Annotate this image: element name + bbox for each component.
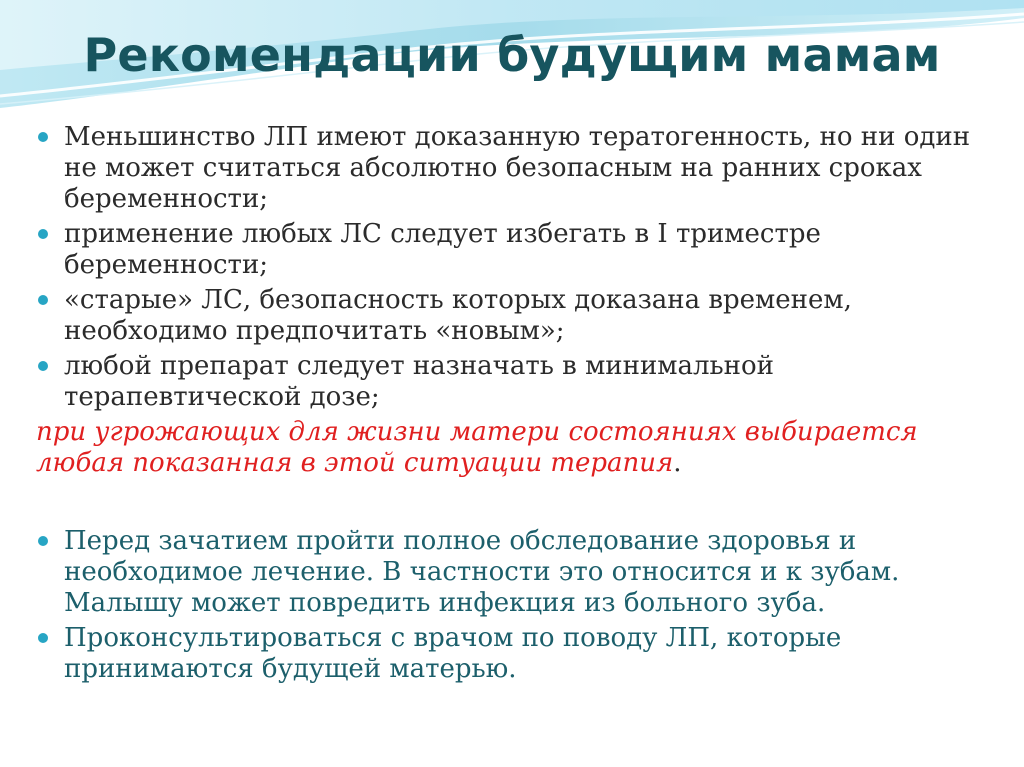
warning-period: .	[673, 448, 682, 478]
bullet-marker-icon	[38, 229, 48, 239]
list-item-text: любой препарат следует назначать в минимальной терапевтической дозе;	[64, 351, 774, 412]
bullet-marker-icon	[38, 361, 48, 371]
list-item-text: применение любых ЛС следует избегать в I триместре беременности;	[64, 219, 821, 280]
warning-note	[36, 417, 981, 479]
bullet-marker-icon	[38, 633, 48, 643]
list-item	[36, 623, 981, 685]
list-item	[36, 122, 981, 215]
recommendations-list	[36, 122, 981, 413]
bullet-marker-icon	[38, 132, 48, 142]
list-item-text: Меньшинство ЛП имеют доказанную тератогенность, но ни один не может считаться абсолютно безопасным на ранних сроках беременности;	[64, 122, 971, 214]
list-item-text: Проконсультироваться с врачом по поводу ЛП, которые принимаются будущей матерью.	[64, 623, 842, 684]
slide-title: Рекомендации будущим мамам	[83, 28, 941, 82]
slide-content	[36, 122, 981, 689]
list-item-text: Перед зачатием пройти полное обследование здоровья и необходимое лечение. В частности это относится и к зубам. Малышу может повредить инфекция из больного зуба.	[64, 526, 900, 618]
bullet-marker-icon	[38, 536, 48, 546]
list-item	[36, 351, 981, 413]
bullet-marker-icon	[38, 295, 48, 305]
advice-list	[36, 526, 981, 685]
list-item	[36, 219, 981, 281]
list-item	[36, 526, 981, 619]
list-item-text: «старые» ЛС, безопасность которых доказана временем, необходимо предпочитать «новым»;	[64, 285, 852, 346]
list-item	[36, 285, 981, 347]
warning-text: при угрожающих для жизни матери состояниях выбирается любая показанная в этой ситуации терапия	[36, 417, 918, 478]
